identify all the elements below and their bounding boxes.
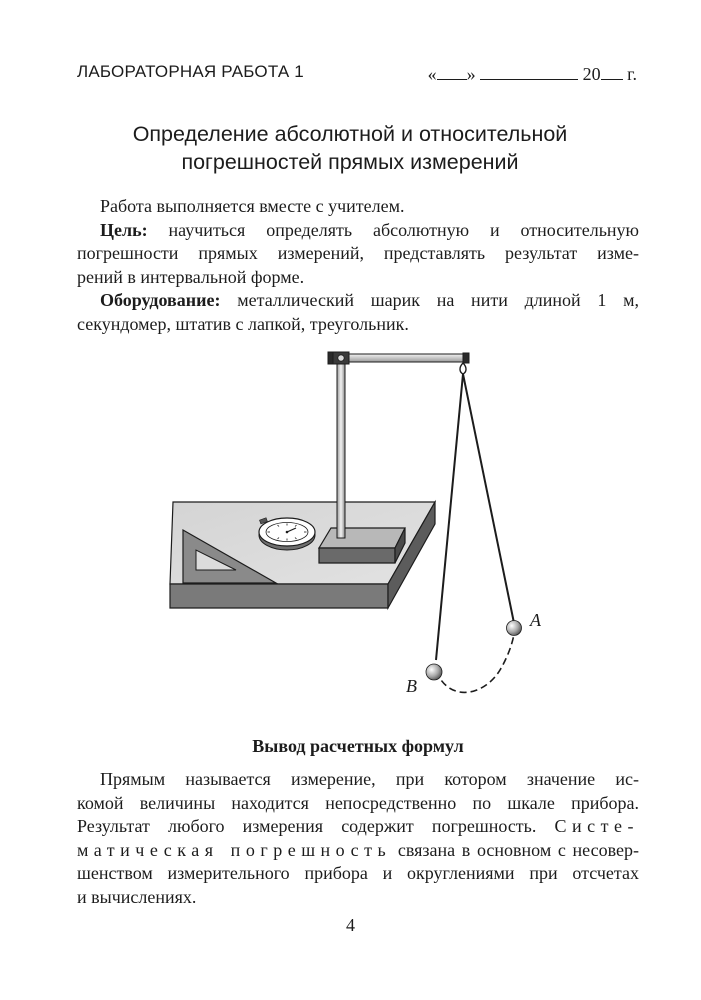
goal-line-2: погрешности прямых измерений, представлять результат изме- — [77, 243, 639, 263]
body-line-6: и вычислениях. — [77, 886, 197, 907]
pendulum-illustration — [150, 340, 570, 700]
goal-line-3: рений в интервальной форме. — [77, 266, 305, 287]
date-open-quote: « — [427, 64, 437, 84]
goal-label: Цель: — [100, 219, 148, 240]
pendulum-figure — [150, 340, 570, 700]
equipment-label: Оборудование: — [100, 290, 221, 310]
page-number: 4 — [346, 915, 355, 935]
title-line-1: Определение абсолютной и относительной — [132, 122, 568, 146]
swing-arc — [436, 634, 514, 692]
pendulum-threads — [436, 374, 514, 660]
goal-line-1 — [77, 219, 639, 243]
section-heading: Вывод расчетных формул — [252, 736, 464, 756]
date-field — [428, 62, 637, 85]
stand-rod — [337, 357, 345, 538]
date-day-blank — [437, 62, 467, 80]
intro-paragraph — [77, 195, 639, 336]
stand-base — [319, 528, 405, 563]
date-year-blank — [601, 62, 623, 80]
body-line-4 — [77, 839, 639, 863]
body-line-4-spaced: матическая погрешность — [77, 839, 392, 860]
equipment-line-1 — [77, 289, 639, 313]
stopwatch — [259, 518, 315, 550]
date-close-quote: » — [466, 64, 476, 84]
hook — [460, 363, 466, 374]
label-b: B — [406, 676, 417, 696]
body-line-2: комой величины находится непосредственно по шкале прибора. — [77, 792, 639, 813]
lab-work-label: ЛАБОРАТОРНАЯ РАБОТА 1 — [77, 62, 304, 81]
date-year-prefix: 20 — [582, 64, 601, 84]
body-paragraph — [77, 768, 639, 909]
ball-position-b — [426, 664, 442, 680]
page-title — [60, 120, 640, 176]
intro-line: Работа выполняется вместе с учителем. — [100, 196, 405, 216]
label-a: A — [530, 610, 541, 630]
body-line-3 — [77, 815, 639, 839]
page-header — [77, 62, 637, 86]
date-month-blank — [480, 62, 578, 80]
body-line-3-spaced: Систе- — [554, 816, 639, 836]
title-line-2: погрешностей прямых измерений — [181, 150, 519, 174]
equipment-line-2: секундомер, штатив с лапкой, треугольник. — [77, 313, 409, 334]
body-line-1: Прямым называется измерение, при котором значение ис- — [100, 769, 639, 789]
equipment-text-1: металлический шарик на нити длиной 1 м, — [237, 290, 639, 310]
body-line-5: шенством измерительного прибора и округлениями при отсчетах — [77, 863, 639, 883]
ball-position-a — [507, 621, 522, 636]
stand-arm — [328, 352, 469, 364]
goal-text-1: научиться определять абсолютную и относительную — [168, 219, 639, 240]
body-line-4-end: связана в основном с несовер- — [397, 839, 639, 860]
date-year-suffix: г. — [627, 64, 637, 84]
body-line-3-start: Результат любого измерения содержит погрешность. — [77, 816, 537, 836]
